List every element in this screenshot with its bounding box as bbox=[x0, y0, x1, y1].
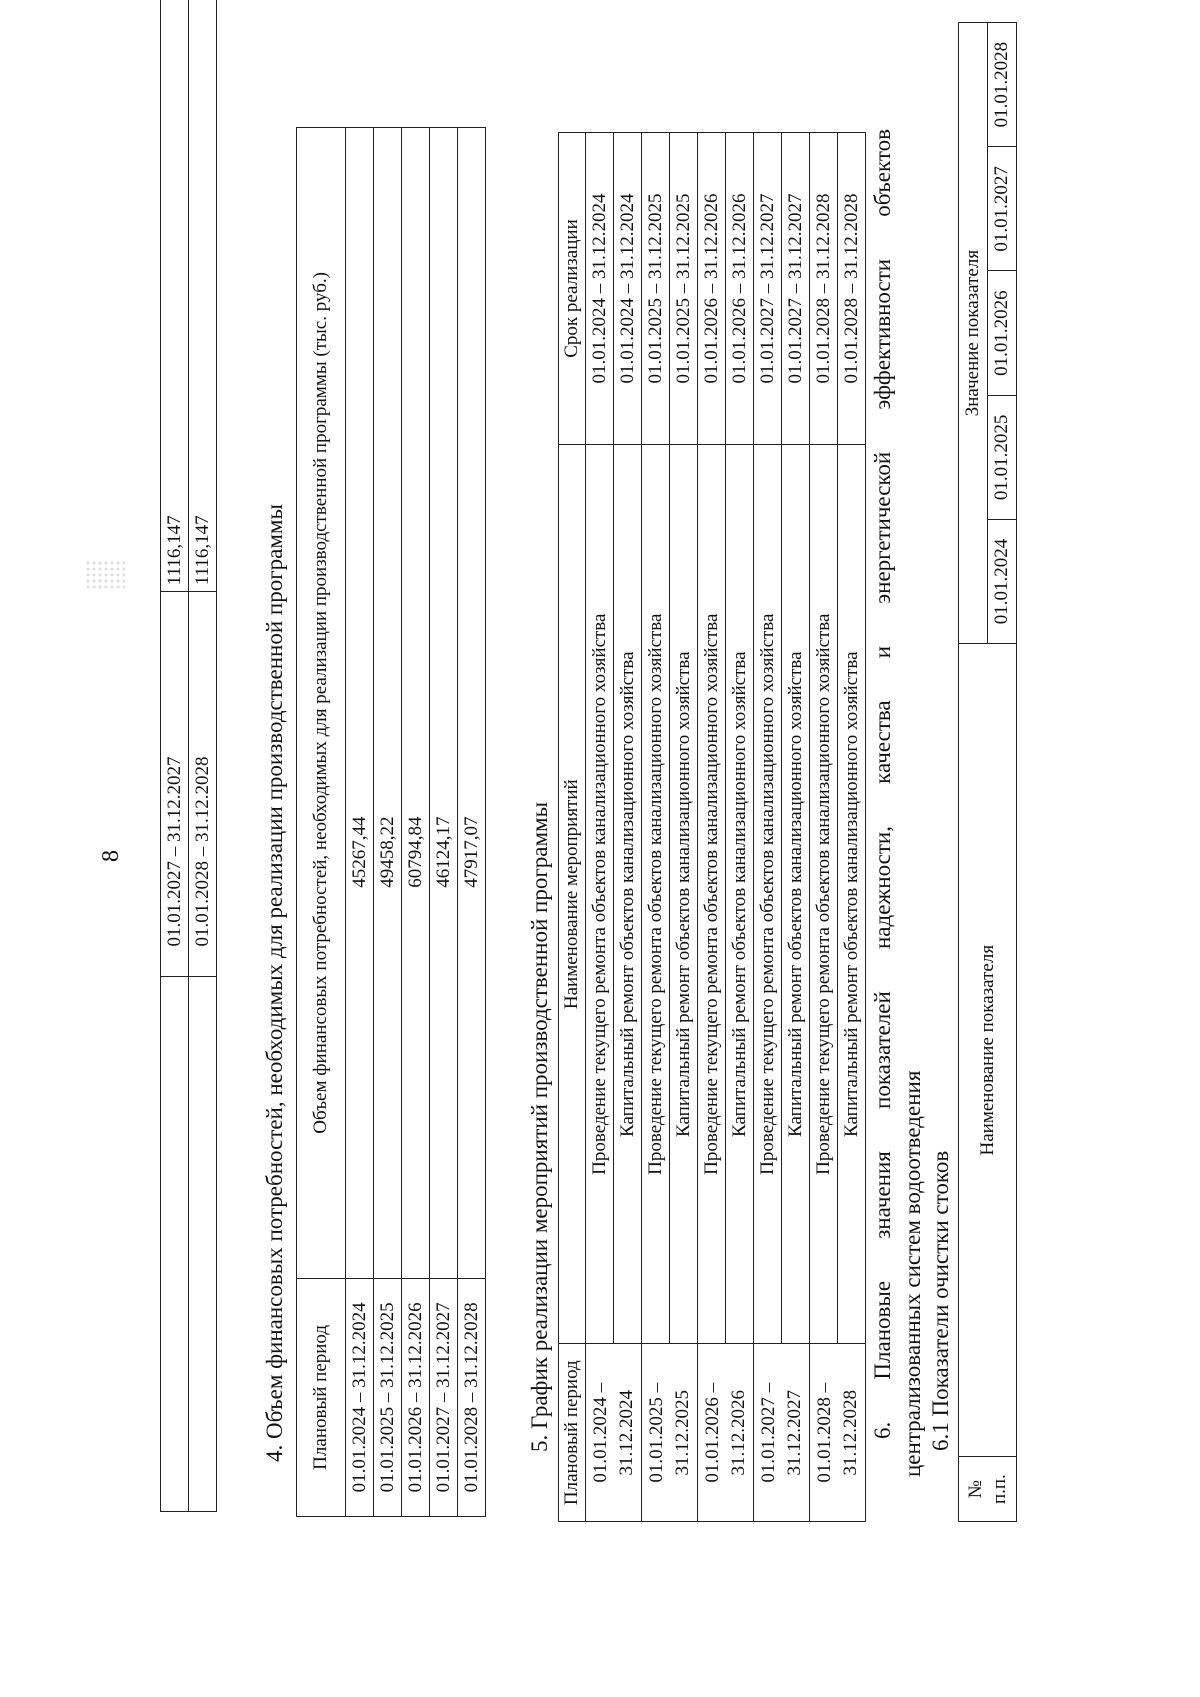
period-start: 01.01.2026 – bbox=[701, 1382, 723, 1483]
activity-term-cell: 01.01.2028 – 31.12.2028 bbox=[838, 133, 866, 445]
value-cell: 45267,44 bbox=[346, 128, 374, 1279]
heading-word: качества bbox=[870, 700, 895, 784]
heading-word: энергетической bbox=[870, 451, 895, 604]
period-group-cell bbox=[810, 1344, 866, 1522]
period-start: 01.01.2024 – bbox=[589, 1382, 611, 1483]
activity-name-cell: Капитальный ремонт объектов канализационного хозяйства bbox=[726, 445, 754, 1344]
activity-name-cell: Проведение текущего ремонта объектов канализационного хозяйства bbox=[586, 445, 614, 1344]
table-row bbox=[458, 128, 486, 1517]
value-cell: 49458,22 bbox=[374, 128, 402, 1279]
table-cell-period: 01.01.2027 – 31.12.2027 bbox=[161, 592, 189, 977]
period-start: 01.01.2028 – bbox=[813, 1382, 835, 1483]
scan-noise bbox=[85, 560, 125, 590]
table-row bbox=[346, 128, 374, 1517]
col-header-term: Срок реализации bbox=[559, 133, 586, 445]
period-group-cell bbox=[586, 1344, 642, 1522]
heading-word: 6. bbox=[870, 1421, 895, 1439]
heading-word: значения bbox=[870, 1151, 895, 1239]
heading-word: эффективности bbox=[870, 258, 895, 410]
section61-subheading: 6.1 Показатели очистки стоков bbox=[928, 1150, 953, 1451]
activity-term-cell: 01.01.2026 – 31.12.2026 bbox=[726, 133, 754, 445]
table-row bbox=[642, 133, 670, 1522]
period-start: 01.01.2025 – bbox=[645, 1382, 667, 1483]
period-end: 31.12.2028 bbox=[839, 1389, 861, 1476]
activity-term-cell: 01.01.2027 – 31.12.2027 bbox=[782, 133, 810, 445]
table-row bbox=[754, 133, 782, 1522]
activity-term-cell: 01.01.2024 – 31.12.2024 bbox=[586, 133, 614, 445]
period-group-cell bbox=[642, 1344, 698, 1522]
table-row bbox=[698, 133, 726, 1522]
table-header-row bbox=[959, 23, 988, 1522]
activity-term-cell: 01.01.2025 – 31.12.2025 bbox=[642, 133, 670, 445]
period-cell: 01.01.2025 – 31.12.2025 bbox=[374, 1278, 402, 1516]
col-header-date: 01.01.2025 bbox=[988, 395, 1017, 519]
table-row bbox=[726, 133, 754, 1522]
table-header-row bbox=[559, 133, 586, 1522]
activity-name-cell: Проведение текущего ремонта объектов канализационного хозяйства bbox=[754, 445, 782, 1344]
value-cell: 47917,07 bbox=[458, 128, 486, 1279]
activity-name-cell: Капитальный ремонт объектов канализационного хозяйства bbox=[670, 445, 698, 1344]
col-header-name: Наименование мероприятий bbox=[559, 445, 586, 1344]
table-header-row bbox=[297, 128, 346, 1517]
section6-heading-line2: централизованных систем водоотведения bbox=[900, 1070, 925, 1477]
continued-table bbox=[160, 0, 217, 1512]
heading-word: Плановые bbox=[870, 1280, 895, 1380]
period-group-cell bbox=[754, 1344, 810, 1522]
period-end: 31.12.2024 bbox=[615, 1389, 637, 1476]
heading-word: показателей bbox=[870, 991, 895, 1109]
activity-name-cell: Проведение текущего ремонта объектов канализационного хозяйства bbox=[698, 445, 726, 1344]
period-cell: 01.01.2027 – 31.12.2027 bbox=[430, 1278, 458, 1516]
activity-term-cell: 01.01.2025 – 31.12.2025 bbox=[670, 133, 698, 445]
heading-word: и bbox=[870, 645, 895, 659]
col-header-period: Плановый период bbox=[559, 1344, 586, 1522]
col-header-date: 01.01.2026 bbox=[988, 271, 1017, 395]
col-header-no: № п.п. bbox=[959, 1457, 1017, 1522]
activity-name-cell: Капитальный ремонт объектов канализационного хозяйства bbox=[782, 445, 810, 1344]
activity-term-cell: 01.01.2028 – 31.12.2028 bbox=[810, 133, 838, 445]
activity-term-cell: 01.01.2026 – 31.12.2026 bbox=[698, 133, 726, 445]
table-cell-empty bbox=[189, 977, 217, 1512]
value-cell: 60794,84 bbox=[402, 128, 430, 1279]
table-row bbox=[161, 0, 189, 1512]
activity-name-cell: Проведение текущего ремонта объектов канализационного хозяйства bbox=[642, 445, 670, 1344]
col-header-name: Наименование показателя bbox=[959, 644, 1017, 1457]
period-end: 31.12.2025 bbox=[671, 1389, 693, 1476]
activity-term-cell: 01.01.2027 – 31.12.2027 bbox=[754, 133, 782, 445]
col-header-date: 01.01.2028 bbox=[988, 23, 1017, 147]
table-row bbox=[614, 133, 642, 1522]
table-row bbox=[189, 0, 217, 1512]
period-cell: 01.01.2026 – 31.12.2026 bbox=[402, 1278, 430, 1516]
financial-needs-table bbox=[296, 127, 486, 1517]
table-row bbox=[670, 133, 698, 1522]
period-cell: 01.01.2028 – 31.12.2028 bbox=[458, 1278, 486, 1516]
table-row bbox=[586, 133, 614, 1522]
section4-heading: 4. Объем финансовых потребностей, необходимых для реализации производственной программы bbox=[262, 504, 287, 1462]
table-row bbox=[838, 133, 866, 1522]
period-group-cell bbox=[698, 1344, 754, 1522]
activity-name-cell: Капитальный ремонт объектов канализационного хозяйства bbox=[614, 445, 642, 1344]
period-end: 31.12.2026 bbox=[727, 1389, 749, 1476]
table-row bbox=[810, 133, 838, 1522]
activity-name-cell: Проведение текущего ремонта объектов канализационного хозяйства bbox=[810, 445, 838, 1344]
table-cell-period: 01.01.2028 – 31.12.2028 bbox=[189, 592, 217, 977]
table-row bbox=[782, 133, 810, 1522]
table-cell-value: 1116,147 bbox=[161, 0, 189, 592]
col-header-date: 01.01.2027 bbox=[988, 147, 1017, 271]
table-cell-empty bbox=[161, 977, 189, 1512]
period-start: 01.01.2027 – bbox=[757, 1382, 779, 1483]
col-header-date: 01.01.2024 bbox=[988, 519, 1017, 643]
col-header-value: Значение показателя bbox=[959, 23, 988, 644]
value-cell: 46124,17 bbox=[430, 128, 458, 1279]
period-end: 31.12.2027 bbox=[783, 1389, 805, 1476]
table-row bbox=[402, 128, 430, 1517]
section5-heading: 5. График реализации мероприятий производственной программы bbox=[527, 801, 552, 1452]
period-cell: 01.01.2024 – 31.12.2024 bbox=[346, 1278, 374, 1516]
table-row bbox=[374, 128, 402, 1517]
activity-name-cell: Капитальный ремонт объектов канализационного хозяйства bbox=[838, 445, 866, 1344]
table-row bbox=[430, 128, 458, 1517]
indicators-table bbox=[958, 22, 1017, 1522]
section6-heading bbox=[870, 129, 896, 1439]
heading-word: объектов bbox=[870, 129, 895, 217]
page-number: 8 bbox=[98, 850, 124, 862]
col-header-volume: Объем финансовых потребностей, необходимых для реализации производственной программы (тыс. руб.) bbox=[297, 128, 346, 1279]
heading-word: надежности, bbox=[870, 826, 895, 950]
activity-term-cell: 01.01.2024 – 31.12.2024 bbox=[614, 133, 642, 445]
table-cell-value: 1116,147 bbox=[189, 0, 217, 592]
col-header-period: Плановый период bbox=[297, 1278, 346, 1516]
schedule-table bbox=[558, 132, 866, 1522]
